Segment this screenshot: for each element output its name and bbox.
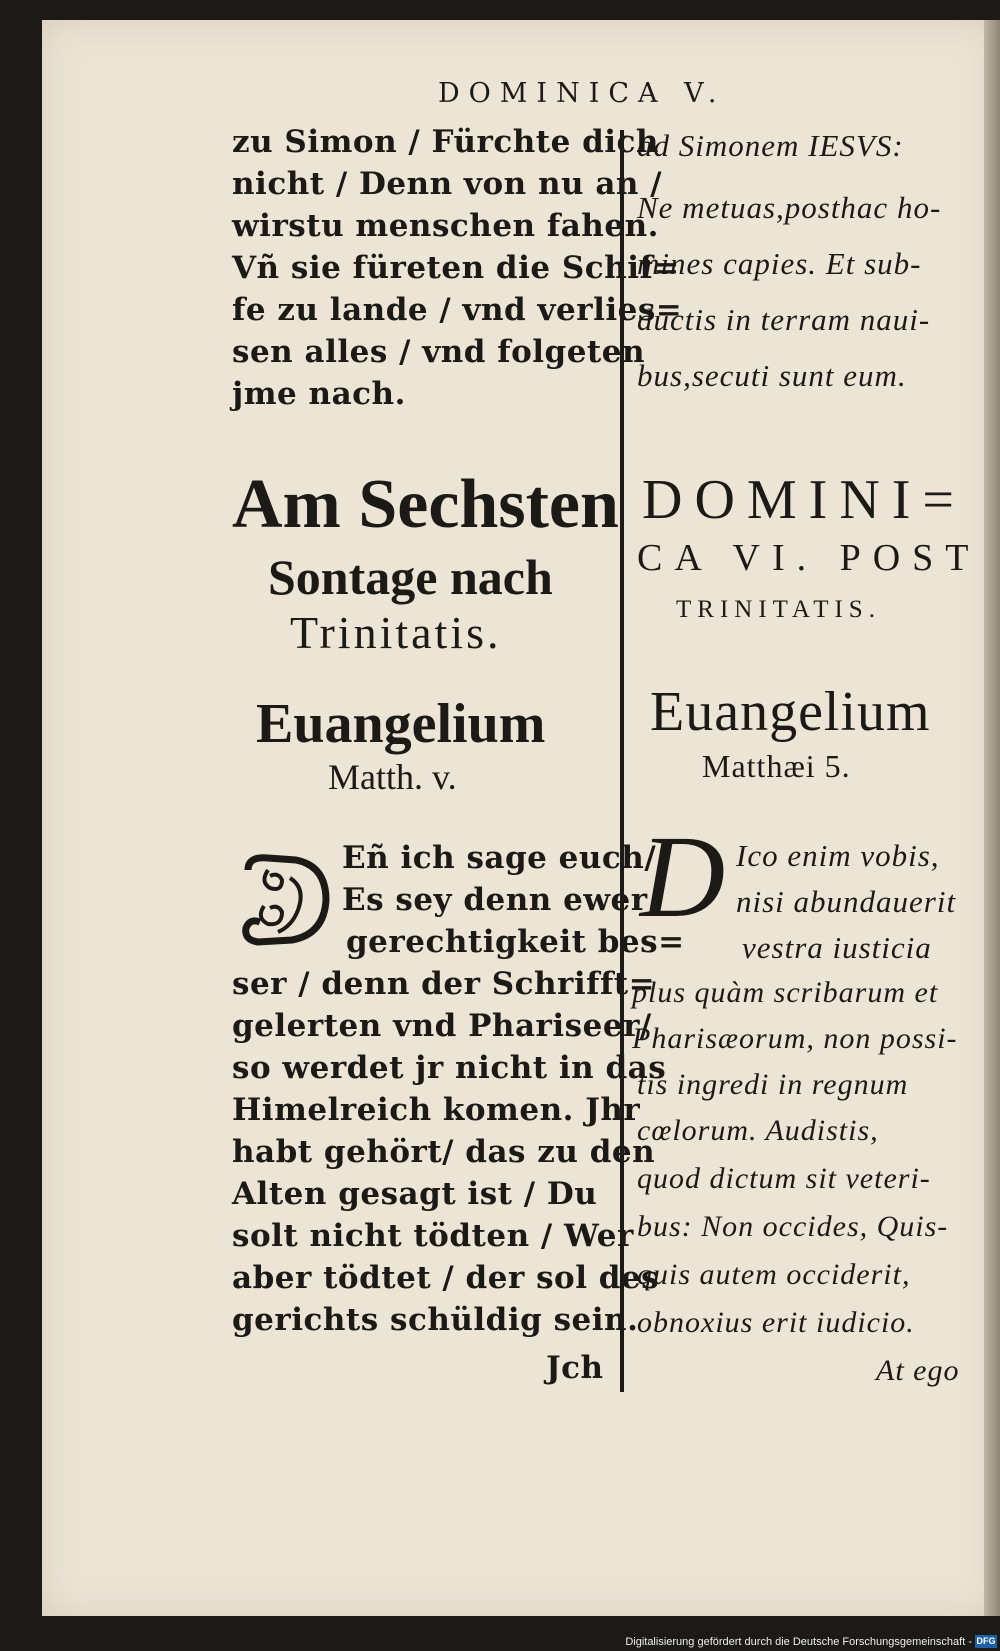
latin-gospel-heading: Euangelium bbox=[650, 681, 931, 743]
dfg-logo: DFG bbox=[976, 1636, 996, 1646]
german-title-line1: Am Sechsten bbox=[232, 466, 619, 543]
latin-line: ad Simonem IESVS: bbox=[637, 128, 904, 163]
german-body-line: Himelreich komen. Jhr bbox=[232, 1092, 641, 1128]
latin-body-line: vestra iusticia bbox=[742, 930, 932, 965]
german-body-line: habt gehört/ das zu den bbox=[232, 1134, 656, 1170]
german-body-line: ser / denn der Schrifft= bbox=[232, 966, 656, 1002]
funding-notice: Digitalisierung gefördert durch die Deutsche Forschungsgemeinschaft - bbox=[625, 1636, 972, 1648]
latin-initial-letter: D bbox=[640, 811, 726, 942]
latin-line: Ne metuas,posthac ho- bbox=[637, 190, 942, 225]
german-decorated-initial bbox=[238, 848, 332, 948]
latin-body-line: nisi abundauerit bbox=[736, 884, 957, 919]
latin-body-line: bus: Non occides, Quis- bbox=[637, 1210, 949, 1243]
latin-title-line2: CA VI. POST bbox=[637, 537, 981, 579]
latin-line: bus,secuti sunt eum. bbox=[637, 358, 907, 393]
german-body-line: gerechtigkeit bes= bbox=[346, 924, 685, 960]
german-title-line2: Sontage nach bbox=[268, 549, 553, 605]
german-line: sen alles / vnd folgeten bbox=[232, 334, 646, 370]
german-body-line: Alten gesagt ist / Du bbox=[232, 1176, 598, 1212]
german-catchword: Jch bbox=[546, 1350, 604, 1386]
latin-body-line: tis ingredi in regnum bbox=[637, 1068, 909, 1101]
german-line: wirstu menschen fahen. bbox=[232, 208, 659, 244]
german-line: Vñ sie füreten die Schif= bbox=[232, 250, 680, 286]
latin-line: ductis in terram naui- bbox=[637, 302, 931, 337]
german-line: jme nach. bbox=[232, 376, 406, 412]
german-body-line: Es sey denn ewer bbox=[342, 882, 648, 918]
german-line: fe zu lande / vnd verlies= bbox=[232, 292, 683, 328]
german-body-line: gelerten vnd Phariseer/ bbox=[232, 1008, 652, 1044]
german-line: nicht / Denn von nu an / bbox=[232, 166, 663, 202]
latin-body-line: Ico enim vobis, bbox=[736, 838, 940, 873]
german-title-line3: Trinitatis. bbox=[290, 607, 502, 658]
latin-title-line3: TRINITATIS. bbox=[676, 596, 881, 623]
ornament-swirl-icon bbox=[238, 848, 332, 948]
german-body-line: solt nicht tödten / Wer bbox=[232, 1218, 634, 1254]
latin-body-line: obnoxius erit iudicio. bbox=[637, 1306, 915, 1339]
latin-initial bbox=[640, 811, 726, 942]
latin-body-line: plus quàm scribarum et bbox=[632, 976, 939, 1009]
page-edge bbox=[984, 20, 1000, 1616]
latin-body-line: quis autem occiderit, bbox=[637, 1258, 911, 1291]
german-gospel-heading: Euangelium bbox=[256, 693, 546, 755]
running-header: DOMINICA V. bbox=[438, 78, 726, 109]
german-body-line: aber tödtet / der sol des bbox=[232, 1260, 660, 1296]
latin-body-line: cœlorum. Audistis, bbox=[637, 1114, 879, 1147]
german-body-line: so werdet jr nicht in das bbox=[232, 1050, 667, 1086]
german-line: zu Simon / Fürchte dich bbox=[232, 124, 659, 160]
german-body-line: Eñ ich sage euch/ bbox=[342, 840, 657, 876]
latin-title-line1: DOMINI= bbox=[642, 469, 966, 531]
german-body-line: gerichts schüldig sein. bbox=[232, 1302, 639, 1338]
latin-line: mines capies. Et sub- bbox=[637, 246, 922, 281]
latin-body-line: Pharisæorum, non possi- bbox=[632, 1022, 958, 1055]
latin-catchword: At ego bbox=[876, 1354, 960, 1387]
latin-body-line: quod dictum sit veteri- bbox=[637, 1162, 931, 1195]
german-gospel-reference: Matth. v. bbox=[328, 757, 457, 797]
latin-gospel-reference: Matthæi 5. bbox=[702, 748, 851, 784]
